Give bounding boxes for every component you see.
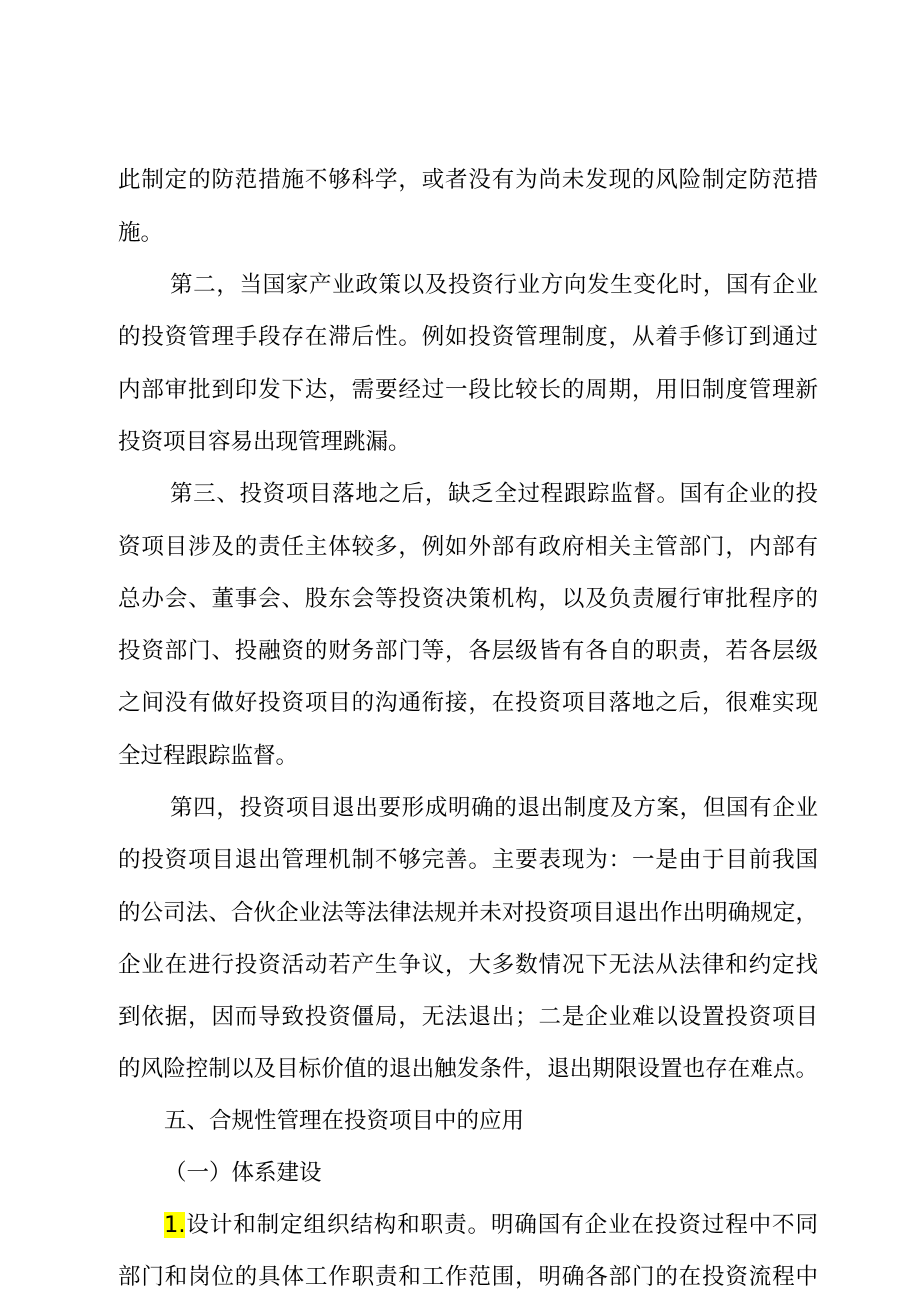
paragraph-line: 第四，投资项目退出要形成明确的退出制度及方案，但国有企业 [170,795,818,821]
paragraph-line: 此制定的防范措施不够科学，或者没有为尚未发现的风险制定防范措 [118,167,818,193]
paragraph-line: 内部审批到印发下达，需要经过一段比较长的周期，用旧制度管理新 [118,377,818,403]
paragraph-line: 第二，当国家产业政策以及投资行业方向发生变化时，国有企业 [170,272,818,298]
paragraph-line: 部门和岗位的具体工作职责和工作范围，明确各部门的在投资流程中 [118,1264,818,1290]
paragraph-line: 的公司法、合伙企业法等法律法规并未对投资项目退出作出明确规定， [118,900,818,926]
paragraph-line: 之间没有做好投资项目的沟通衔接，在投资项目落地之后，很难实现 [118,690,818,716]
list-item-text: 设计和制定组织结构和职责。明确国有企业在投资过程中不同 [185,1212,818,1238]
list-item-line [164,1205,818,1245]
list-number: 1. [164,1212,186,1238]
paragraph-line: 企业在进行投资活动若产生争议，大多数情况下无法从法律和约定找 [118,952,818,978]
paragraph-line: 全过程跟踪监督。 [118,743,299,769]
paragraph-line: 施。 [118,220,164,246]
paragraph-line: 资项目涉及的责任主体较多，例如外部有政府相关主管部门，内部有 [118,534,818,560]
section-heading: 五、合规性管理在投资项目中的应用 [164,1108,525,1134]
paragraph-line: 投资项目容易出现管理跳漏。 [118,429,411,455]
paragraph-line: 到依据，因而导致投资僵局，无法退出；二是企业难以设置投资项目 [118,1004,818,1030]
paragraph-line: 的投资项目退出管理机制不够完善。主要表现为：一是由于目前我国 [118,847,818,873]
subsection-heading: （一）体系建设 [164,1160,322,1186]
paragraph-line: 总办会、董事会、股东会等投资决策机构，以及负责履行审批程序的 [118,586,818,612]
paragraph-line: 的风险控制以及目标价值的退出触发条件，退出期限设置也存在难点。 [118,1056,818,1082]
paragraph-line: 第三、投资项目落地之后，缺乏全过程跟踪监督。国有企业的投 [170,481,818,507]
paragraph-line: 投资部门、投融资的财务部门等，各层级皆有各自的职责，若各层级 [118,638,818,664]
paragraph-line: 的投资管理手段存在滞后性。例如投资管理制度，从着手修订到通过 [118,324,818,350]
